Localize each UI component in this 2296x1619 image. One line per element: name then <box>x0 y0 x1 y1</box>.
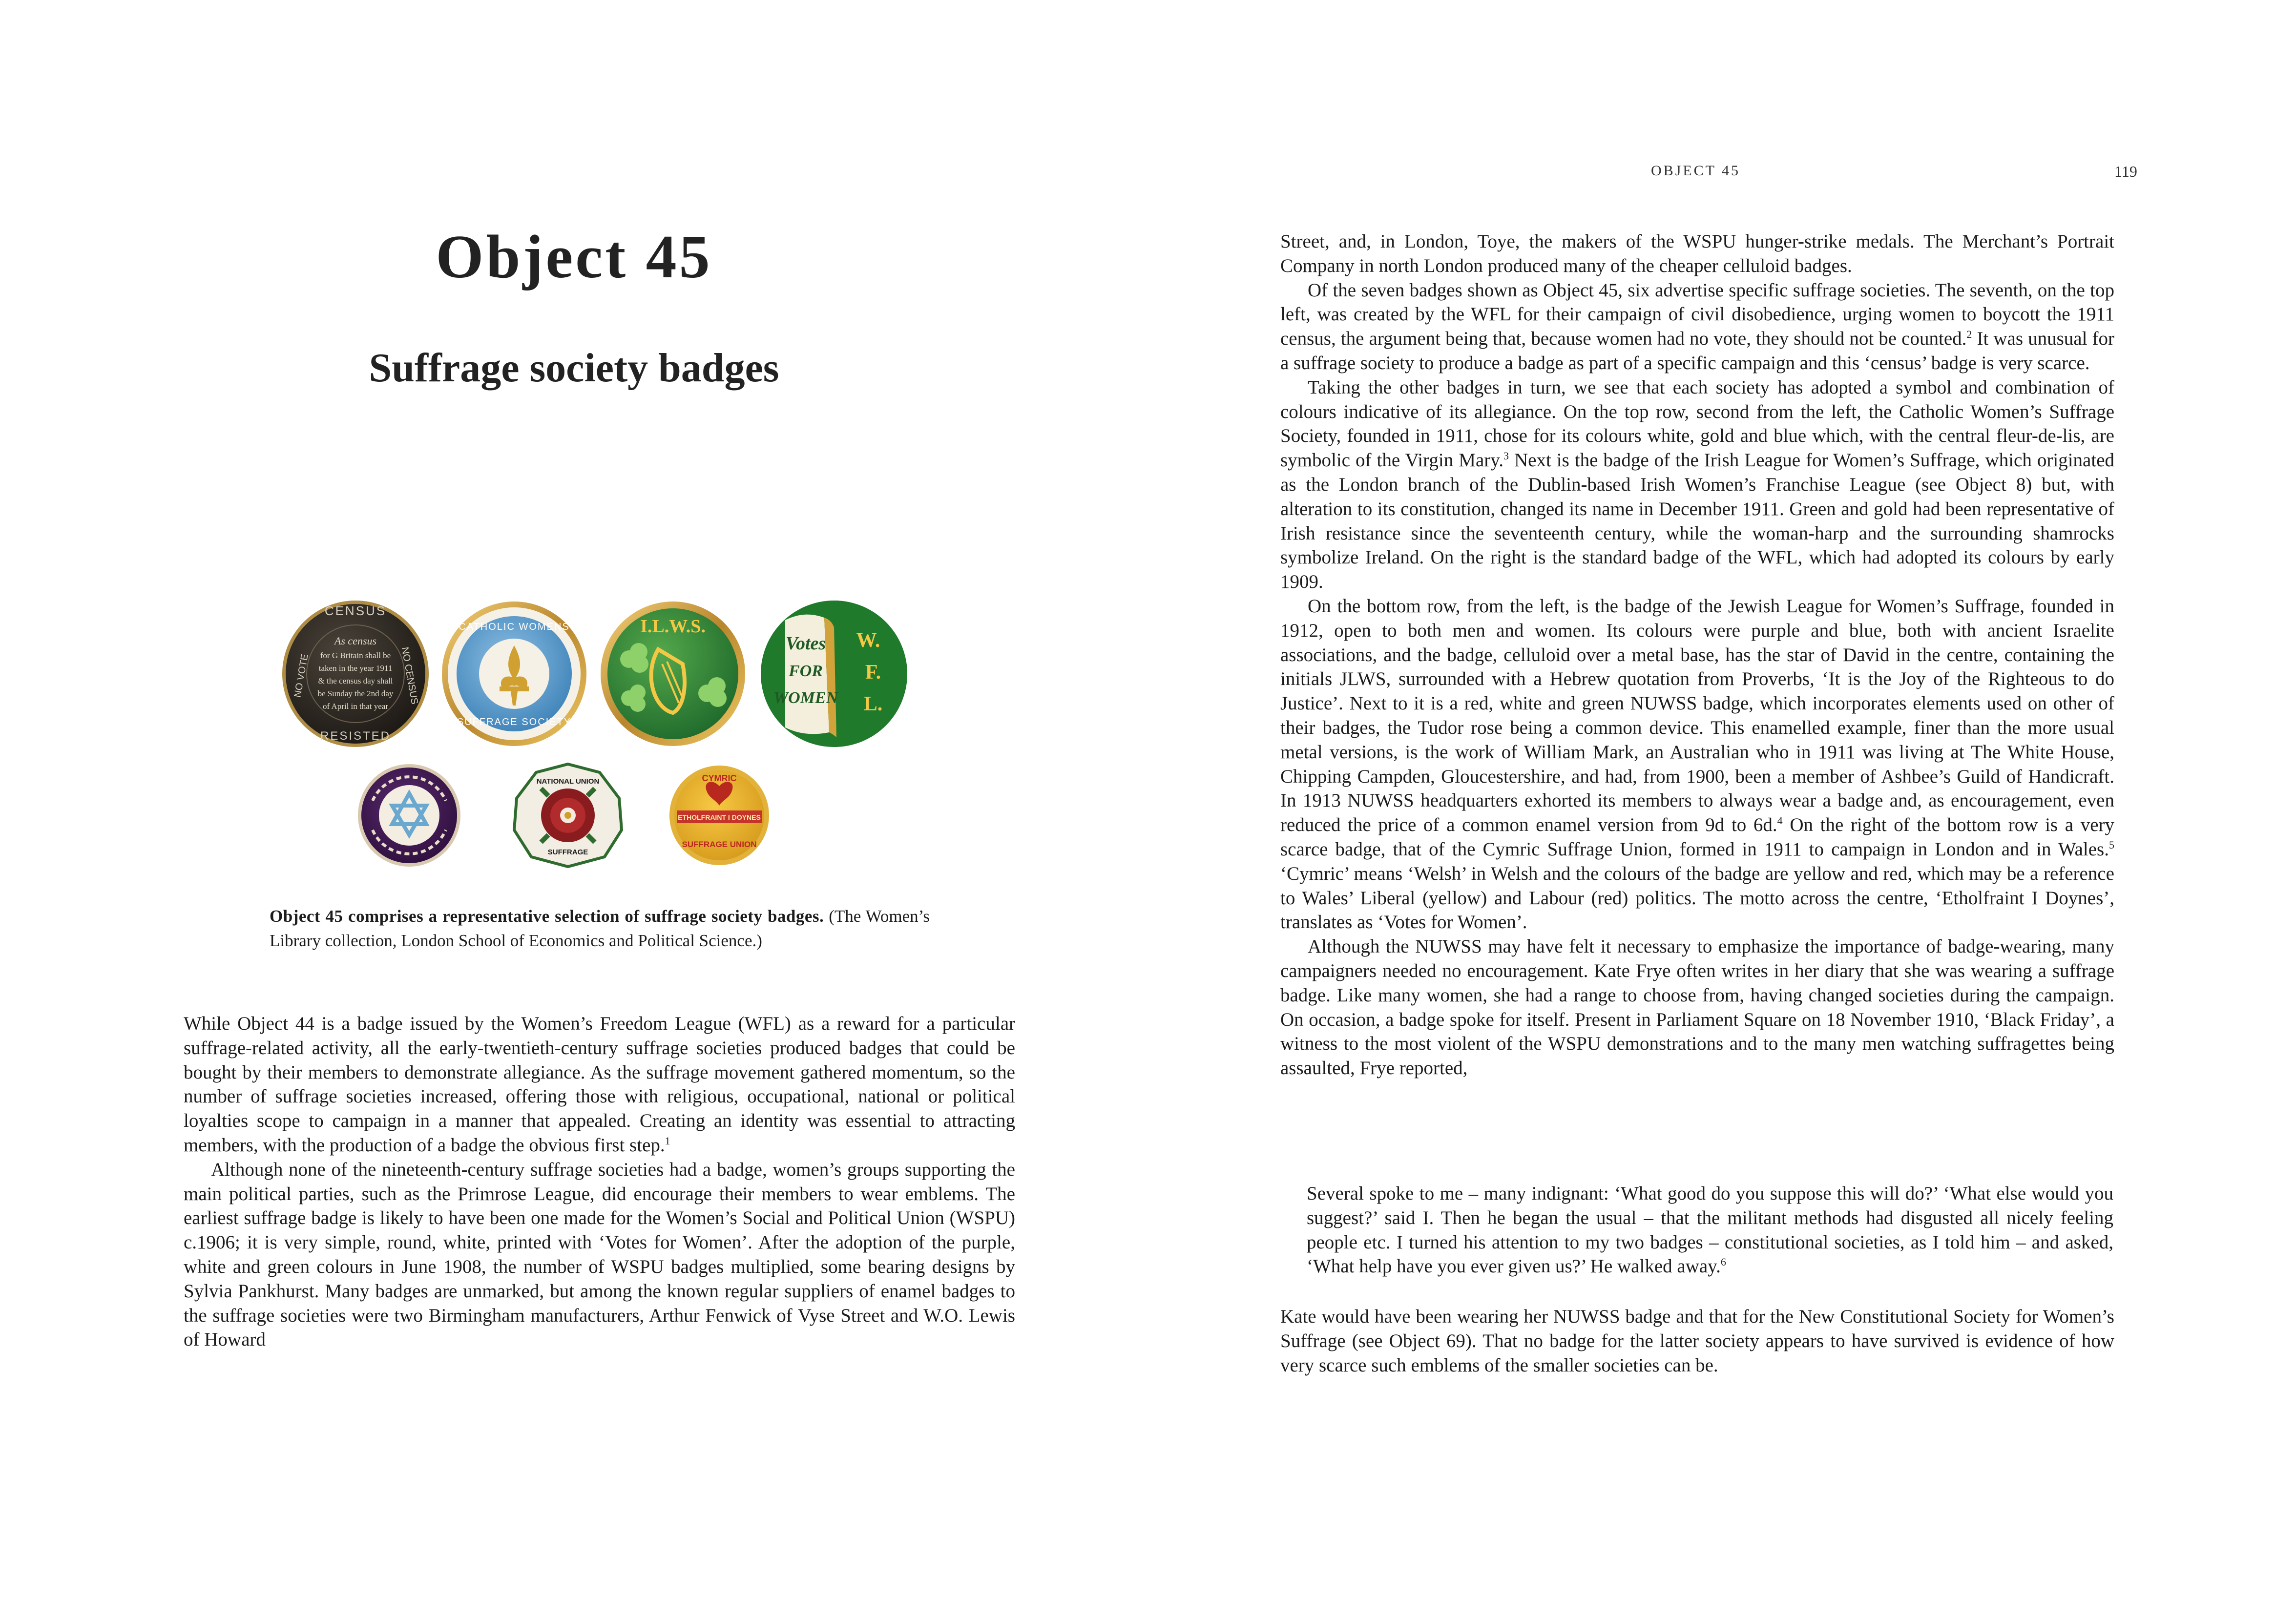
paragraph: On the bottom row, from the left, is the badge of the Jewish League for Women’s Suffrage, founded in 1912, open to both men and women. Its colours were purple and blue, both with ancient Israelite associations, and the badge, celluloid over a metal base, has the star of David in the centre, containing the initials JLWS, surrounded with a Hebrew quotation from Proverbs, ‘It is the Joy of the Righteous to do Justice’. Next to it is a red, white and green NUWSS badge, which incorporates elements used on other of their badges, the Tudor rose being a common device. This enamelled example, finer than the more usual metal versions, is the work of William Mark, an Australian who in 1911 was living at The White House, Chipping Campden, Gloucestershire, and had, from 1900, been a member of Ashbee’s Guild of Handicraft. In 1913 NUWSS headquarters exhorted its members to always wear a badge and, as encouragement, even reduced the price of a common enamel version from 9d to 6d.$^4$ On the right of the bottom row is a very scarce badge, that of the Cymric Suffrage Union, formed in 1911 to campaign in London and in Wales.$^5$ ‘Cymric’ means ‘Welsh’ in Welsh and the colours of the badge are yellow and red, which may be a reference to Wales’ Liberal (yellow) and Labour (red) politics. The motto across the centre, ‘Etholfraint I Doynes’, translates as ‘Votes for Women’. <box>1280 595 2114 933</box>
caption-source: (The Women’s Library collection, London School of Economics and Political Science.) <box>270 907 930 950</box>
cymric-badge <box>669 766 769 865</box>
paragraph: Although the NUWSS may have felt it necessary to emphasize the importance of badge-wearing, many campaigners needed no encouragement. Kate Frye often writes in her diary that she was wearing a suffrage badge. Like many women, she had a range to choose from, having changed societies during the campaign. On occasion, a badge spoke for itself. Present in Parliament Square on 18 November 1910, ‘Black Friday’, a witness to the most violent of the WSPU demonstrations and to the many men watching suffragettes being assaulted, Frye reported, <box>1280 936 2114 1079</box>
running-head: OBJECT 45 <box>1651 163 1740 179</box>
caption-bold: Object 45 comprises a representative selection of suffrage society badges. <box>270 907 824 926</box>
svg-text:CATHOLIC WOMENS: CATHOLIC WOMENS <box>459 622 570 632</box>
paragraph: Taking the other badges in turn, we see that each society has adopted a symbol and combination of colours indicative of its allegiance. On the top row, second from the left, the Catholic Women’s Suffrage Society, founded in 1911, chose for its colours white, gold and blue which, with the central fleur-de-lis, are symbolic of the Virgin Mary.$^3$ Next is the badge of the Irish League for Women’s Suffrage, which originated as the London branch of the Dublin-based Irish Women’s Franchise League (see Object 8) but, with alteration to its constitution, changed its name in December 1911. Green and gold had been representative of Irish resistance since the seventeenth century, while the woman-harp and the surrounding shamrocks symbolize Ireland. On the right is the standard badge of the WFL, which had adopted its colours by early 1909. <box>1280 376 2115 593</box>
closing-text <box>1280 1305 2114 1377</box>
svg-text:L.: L. <box>863 693 883 715</box>
wfl-badge <box>761 601 907 747</box>
svg-text:NO VOTE: NO VOTE <box>292 653 311 699</box>
paragraph: Although none of the nineteenth-century suffrage societies had a badge, women’s groups supporting the main political parties, such as the Primrose League, did encourage their members to wear emblems. The earliest suffrage badge is likely to have been one made for the Women’s Social and Political Union (WSPU) c.1906; it is very simple, round, white, printed with ‘Votes for Women’. After the adoption of the purple, white and green colours in June 1908, the number of WSPU badges multiplied, some bearing designs by Sylvia Pankhurst. Many badges are unmarked, but among the known regular suppliers of enamel badges to the suffrage societies were two Birmingham manufacturers, Arthur Fenwick of Vyse Street and W.O. Lewis of Howard <box>184 1159 1015 1350</box>
paragraph: Of the seven badges shown as Object 45, six advertise specific suffrage societies. The seventh, on the top left, was created by the WFL for their campaign of civil disobedience, urging women to boycott the 1911 census, the argument being that, because women had no vote, they should not be counted.$^2$ It was unusual for a suffrage society to produce a badge as part of a specific campaign and this ‘census’ badge is very scarce. <box>1280 279 2115 374</box>
footnote-ref: 3 <box>1503 450 1509 462</box>
block-quote: Several spoke to me – many indignant: ‘What good do you suppose this will do?’ ‘What else would you suggest?’ said I. Then he began the usual – that the militant methods had disgusted all nicely feeling people etc. I turned his attention to my two badges – constitutional societies, as I told him – and asked, ‘What help have you ever given us?’ He walked away.$^6$ <box>1307 1183 2113 1277</box>
census-badge <box>282 601 429 747</box>
nuwss-badge <box>514 764 622 867</box>
svg-text:& the census day shall: & the census day shall <box>318 676 393 685</box>
svg-text:SUFFRAGE UNION: SUFFRAGE UNION <box>682 840 757 849</box>
paragraph: While Object 44 is a badge issued by the Women’s Freedom League (WFL) as a reward for a particular suffrage-related activity, all the early-twentieth-century suffrage societies produced badges that could be bought by their members to demonstrate allegiance. As the suffrage movement gathered momentum, so the number of suffrage societies increased, offering those with religious, occupational, national or political loyalties scope to campaign in a manner that appealed. Creating an identity was essential to attracting members, with the production of a badge the obvious first step.$^1$ <box>184 1013 1015 1156</box>
svg-text:CENSUS: CENSUS <box>324 603 387 618</box>
svg-text:SUFFRAGE SOCIETY: SUFFRAGE SOCIETY <box>457 717 572 727</box>
svg-text:F.: F. <box>865 661 881 684</box>
svg-text:W.: W. <box>856 629 880 652</box>
svg-text:CYMRIC: CYMRIC <box>702 773 737 783</box>
page-number: 119 <box>2114 163 2137 180</box>
right-page <box>1148 0 2296 1619</box>
left-body-text <box>184 1012 1015 1352</box>
jewish-badge <box>358 764 460 867</box>
svg-text:RESISTED: RESISTED <box>320 729 391 743</box>
svg-text:FOR: FOR <box>789 662 823 680</box>
catholic-badge <box>442 602 586 746</box>
svg-text:Votes: Votes <box>785 633 826 654</box>
svg-text:SUFFRAGE: SUFFRAGE <box>547 848 588 856</box>
svg-text:ETHOLFRAINT I DOYNES: ETHOLFRAINT I DOYNES <box>678 813 761 821</box>
page-subtitle: Suffrage society badges <box>369 345 779 391</box>
svg-text:of April in that year: of April in that year <box>322 702 389 711</box>
svg-text:WOMEN: WOMEN <box>773 689 838 707</box>
svg-text:for G Britain shall be: for G Britain shall be <box>320 651 391 660</box>
svg-text:I.L.W.S.: I.L.W.S. <box>640 616 706 637</box>
svg-text:NATIONAL UNION: NATIONAL UNION <box>536 777 600 786</box>
footnote-ref: 1 <box>665 1134 670 1147</box>
irish-badge <box>601 602 745 746</box>
paragraph: Kate would have been wearing her NUWSS badge and that for the New Constitutional Society for Women’s Suffrage (see Object 69). That no badge for the latter society appears to have survived is evidence of how very scarce such emblems of the smaller societies can be. <box>1280 1306 2114 1376</box>
badges-photograph <box>268 591 932 879</box>
svg-text:NO CENSUS: NO CENSUS <box>399 646 420 706</box>
svg-text:be Sunday the 2nd day: be Sunday the 2nd day <box>317 689 394 698</box>
paragraph: Street, and, in London, Toye, the makers of the WSPU hunger-strike medals. The Merchant’s Portrait Company in north London produced many of the cheaper celluloid badges. <box>1280 231 2114 276</box>
right-body-text <box>1280 229 2114 1080</box>
svg-text:taken in the year 1911: taken in the year 1911 <box>318 664 393 673</box>
svg-text:As census: As census <box>334 635 377 647</box>
page-title: Object 45 <box>436 223 712 291</box>
footnote-ref: 4 <box>1777 814 1783 827</box>
footnote-ref: 2 <box>1966 328 1972 341</box>
figure-caption <box>270 904 930 953</box>
footnote-ref: 5 <box>2109 838 2114 851</box>
footnote-ref: 6 <box>1720 1256 1726 1268</box>
